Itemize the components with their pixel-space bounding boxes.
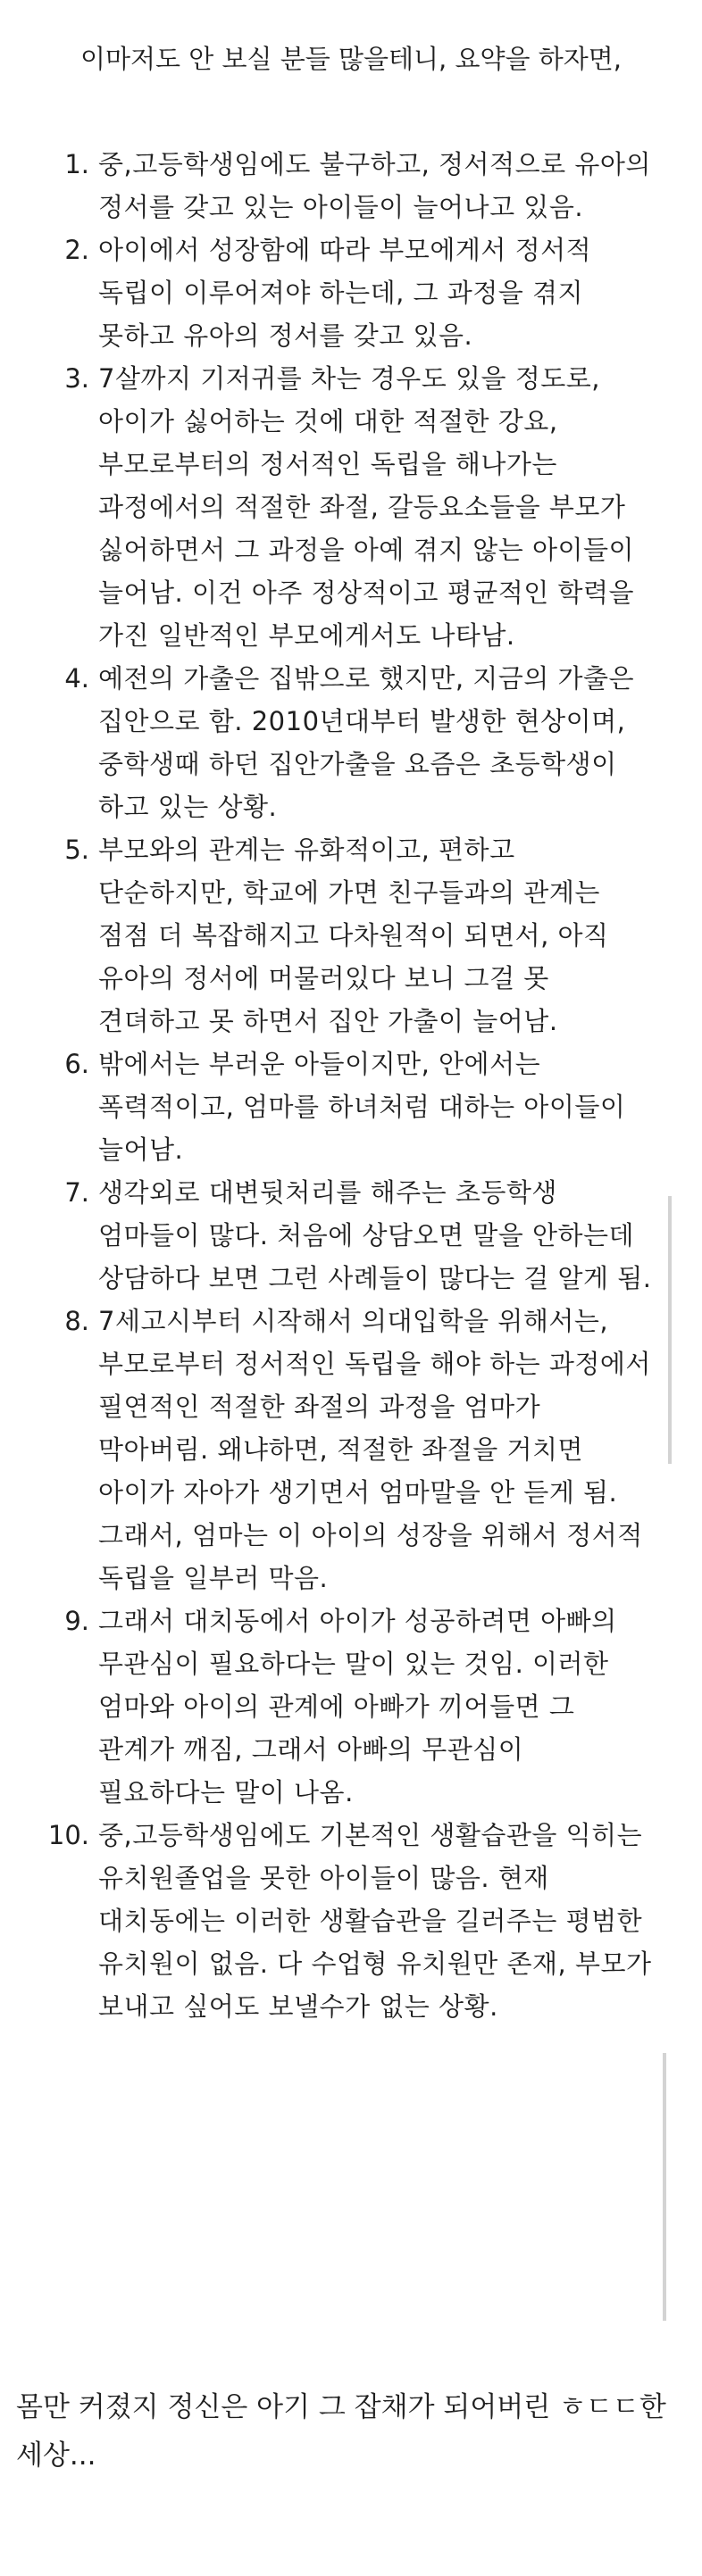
list-item bbox=[47, 1814, 652, 2028]
intro-text: 이마저도 안 보실 분들 많을테니, 요약을 하자면, bbox=[80, 44, 623, 74]
item-number: 5. bbox=[64, 835, 89, 865]
item-number: 8. bbox=[64, 1306, 89, 1336]
scroll-indicator bbox=[663, 2053, 666, 2321]
item-text: 7살까지 기저귀를 차는 경우도 있을 정도로, 아이가 싫어하는 것에 대한 적절한 강요, 부모로부터의 정서적인 독립을 해나가는 과정에서의 적절한 좌절, 갈등요소들을 부모가 싫어하면서 그 과정을 아예 겪지 않는 아이들이 늘어남. 이건 아주 정상적이고 평균적인 학력을 가진 일반적인 부모에게서도 나타남. bbox=[98, 363, 635, 651]
list-item bbox=[64, 143, 652, 229]
list-item bbox=[64, 1600, 652, 1814]
item-number: 7. bbox=[64, 1177, 89, 1208]
item-text: 중,고등학생임에도 기본적인 생활습관을 익히는 유치원졸업을 못한 아이들이 많음. 현재 대치동에는 이러한 생활습관을 길러주는 평범한 유치원이 없음. 다 수업형 유치원만 존재, 부모가 보내고 싶어도 보낼수가 없는 상황. bbox=[98, 1820, 652, 2022]
item-number: 10. bbox=[47, 1820, 89, 1850]
item-text: 밖에서는 부러운 아들이지만, 안에서는 폭력적이고, 엄마를 하녀처럼 대하는 아이들이 늘어남. bbox=[98, 1049, 626, 1165]
list-item bbox=[64, 229, 652, 357]
item-number: 3. bbox=[64, 363, 89, 394]
item-number: 9. bbox=[64, 1606, 89, 1636]
item-number: 4. bbox=[64, 663, 89, 694]
list-item bbox=[64, 1300, 652, 1600]
list-item bbox=[64, 357, 652, 657]
item-text: 그래서 대치동에서 아이가 성공하려면 아빠의 무관심이 필요하다는 말이 있는 것임. 이러한 엄마와 아이의 관계에 아빠가 끼어들면 그 관계가 깨짐, 그래서 아빠의 무관심이 필요하다는 말이 나옴. bbox=[98, 1606, 617, 1807]
item-text: 예전의 가출은 집밖으로 했지만, 지금의 가출은 집안으로 함. 2010년대부터 발생한 현상이며, 중학생때 하던 집안가출을 요즘은 초등학생이 하고 있는 상황. bbox=[98, 663, 635, 822]
list-item bbox=[64, 1171, 652, 1300]
item-text: 생각외로 대변뒷처리를 해주는 초등학생 엄마들이 많다. 처음에 상담오면 말을 안하는데 상담하다 보면 그런 사례들이 많다는 걸 알게 됨. bbox=[98, 1177, 652, 1293]
item-number: 6. bbox=[64, 1049, 89, 1079]
item-text: 부모와의 관계는 유화적이고, 편하고 단순하지만, 학교에 가면 친구들과의 관계는 점점 더 복잡해지고 다차원적이 되면서, 아직 유아의 정서에 머물러있다 보니 그걸 못 견뎌하고 못 하면서 집안 가출이 늘어남. bbox=[98, 835, 609, 1036]
item-number: 1. bbox=[64, 149, 89, 179]
list-item bbox=[64, 828, 652, 1043]
list-item bbox=[64, 1043, 652, 1171]
item-text: 7세고시부터 시작해서 의대입학을 위해서는, 부모로부터 정서적인 독립을 해야 하는 과정에서 필연적인 적절한 좌절의 과정을 엄마가 막아버림. 왜냐하면, 적절한 좌절을 거치면 아이가 자아가 생기면서 엄마말을 안 듣게 됨. 그래서, 엄마는 이 아이의 성장을 위해서 정서적 독립을 일부러 막음. bbox=[98, 1306, 651, 1593]
scroll-indicator bbox=[668, 1196, 672, 1464]
item-text: 중,고등학생임에도 불구하고, 정서적으로 유아의 정서를 갖고 있는 아이들이 늘어나고 있음. bbox=[98, 149, 651, 222]
closing-remark: 몸만 커졌지 정신은 아기 그 잡채가 되어버린 ㅎㄷㄷ한 세상... bbox=[16, 2391, 666, 2472]
item-number: 2. bbox=[64, 235, 89, 265]
item-text: 아이에서 성장함에 따라 부모에게서 정서적 독립이 이루어져야 하는데, 그 과정을 겪지 못하고 유아의 정서를 갖고 있음. bbox=[98, 235, 592, 351]
summary-list bbox=[47, 143, 652, 2028]
list-item bbox=[64, 657, 652, 828]
